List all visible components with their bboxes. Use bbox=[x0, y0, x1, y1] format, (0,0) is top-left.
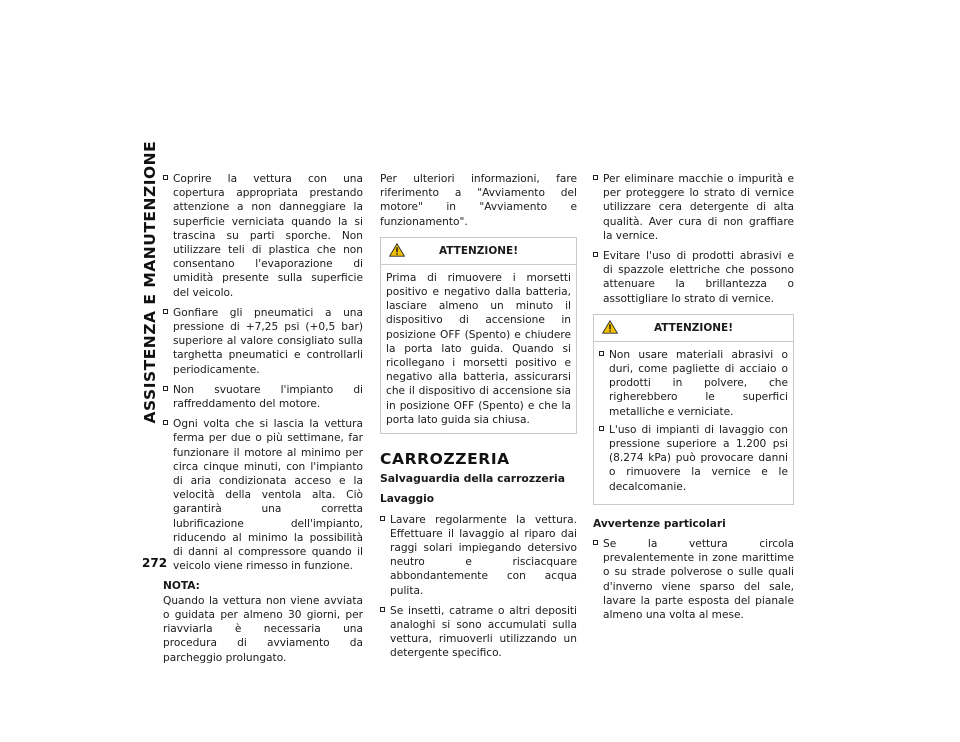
warning-box bbox=[380, 237, 577, 434]
column-3 bbox=[593, 172, 794, 628]
square-bullet-icon bbox=[380, 516, 385, 521]
warning-body bbox=[594, 342, 793, 504]
warning-triangle-icon bbox=[389, 243, 405, 257]
square-bullet-icon bbox=[599, 351, 604, 356]
page-number: 272 bbox=[142, 556, 168, 570]
chapter-title-text: ASSISTENZA E MANUTENZIONE bbox=[140, 141, 159, 424]
warning-header bbox=[594, 315, 793, 342]
square-bullet-icon bbox=[593, 252, 598, 257]
warning-header bbox=[381, 238, 576, 265]
note-label: NOTA: bbox=[163, 580, 200, 593]
square-bullet-icon bbox=[163, 175, 168, 180]
list-item: Non svuotare l'impianto di raffreddamento del motore. bbox=[163, 383, 363, 411]
warning-triangle-icon bbox=[602, 320, 618, 334]
subsubsection-title: Lavaggio bbox=[380, 493, 435, 506]
warning-title: ATTENZIONE! bbox=[653, 321, 734, 334]
list-item: Se la vettura circola prevalentemente in zone marittime o su strade polverose o sulle quali d'inverno viene sparso del sale, lavare la parte esposta del pianale almeno una volta al mese. bbox=[593, 537, 794, 622]
subsection-title: Salvaguardia della carrozzeria bbox=[380, 472, 566, 486]
warning-box bbox=[593, 314, 794, 505]
list-item: Non usare materiali abrasivi o duri, come pagliette di acciaio o prodotti in polvere, che righerebbero le superfici metalliche e verniciate. bbox=[599, 348, 788, 419]
list-item: L'uso di impianti di lavaggio con pressione superiore a 1.200 psi (8.274 kPa) può provocare danni o rimuovere la vernice e le decalcomanie. bbox=[599, 423, 788, 494]
list-item: Per eliminare macchie o impurità e per proteggere lo strato di vernice utilizzare cera detergente di alta qualità. Aver cura di non graffiare la vernice. bbox=[593, 172, 794, 243]
square-bullet-icon bbox=[593, 175, 598, 180]
warning-body bbox=[381, 265, 576, 433]
chapter-title bbox=[139, 141, 161, 424]
square-bullet-icon bbox=[163, 420, 168, 425]
square-bullet-icon bbox=[163, 309, 168, 314]
subsubsection-title: Avvertenze particolari bbox=[593, 517, 726, 530]
square-bullet-icon bbox=[380, 607, 385, 612]
section-title: CARROZZERIA bbox=[380, 450, 510, 469]
list-item: Gonfiare gli pneumatici a una pressione di +7,25 psi (+0,5 bar) superiore al valore consigliato sulla targhetta pneumatici e controllarli periodicamente. bbox=[163, 306, 363, 377]
warning-title: ATTENZIONE! bbox=[438, 244, 519, 257]
square-bullet-icon bbox=[163, 386, 168, 391]
square-bullet-icon bbox=[593, 540, 598, 545]
list-item: Se insetti, catrame o altri depositi analoghi si sono accumulati sulla vettura, rimuoverli utilizzando un detergente specifico. bbox=[380, 604, 577, 661]
list-item: Evitare l'uso di prodotti abrasivi e di spazzole elettriche che possono attenuare la brillantezza o assottigliare lo strato di vernice. bbox=[593, 249, 794, 306]
warning-text: Prima di rimuovere i morsetti positivo e negativo dalla batteria, lasciare almeno un minuto il dispositivo di accensione in posizione OFF (Spento) e chiudere la porta lato guida. Quando si ricollegano i morsetti positivo e negativo alla batteria, assicurarsi che il dispositivo di accensione sia in posizione OFF (Spento) e che la porta lato guida sia chiusa. bbox=[386, 271, 571, 426]
square-bullet-icon bbox=[599, 426, 604, 431]
intro-paragraph: Per ulteriori informazioni, fare riferimento a "Avviamento del motore" in "Avviamento e funzionamento". bbox=[380, 173, 577, 228]
list-item: Coprire la vettura con una copertura appropriata prestando attenzione a non danneggiare la superficie verniciata quando la si trascina su parti sporche. Non utilizzare teli di plastica che non consentano l'evaporazione di umidità presente sulla superficie del veicolo. bbox=[163, 172, 363, 300]
list-item: Ogni volta che si lascia la vettura ferma per due o più settimane, far funzionare il motore al minimo per circa cinque minuti, con l'impianto di aria condizionata acceso e la velocità della ventola alta. Ciò garantirà una corretta lubrificazione dell'impianto, riducendo al minimo la possibilità di danni al compressore quando il veicolo viene rimesso in funzione. bbox=[163, 417, 363, 573]
note-text: Quando la vettura non viene avviata o guidata per almeno 30 giorni, per riavviarla è necessaria una procedura di avviamento da parcheggio prolungato. bbox=[163, 594, 363, 664]
column-1 bbox=[163, 172, 363, 665]
column-2 bbox=[380, 172, 577, 667]
list-item: Lavare regolarmente la vettura. Effettuare il lavaggio al riparo dai raggi solari impiegando detersivo neutro e risciacquare abbondantemente con acqua pulita. bbox=[380, 513, 577, 598]
